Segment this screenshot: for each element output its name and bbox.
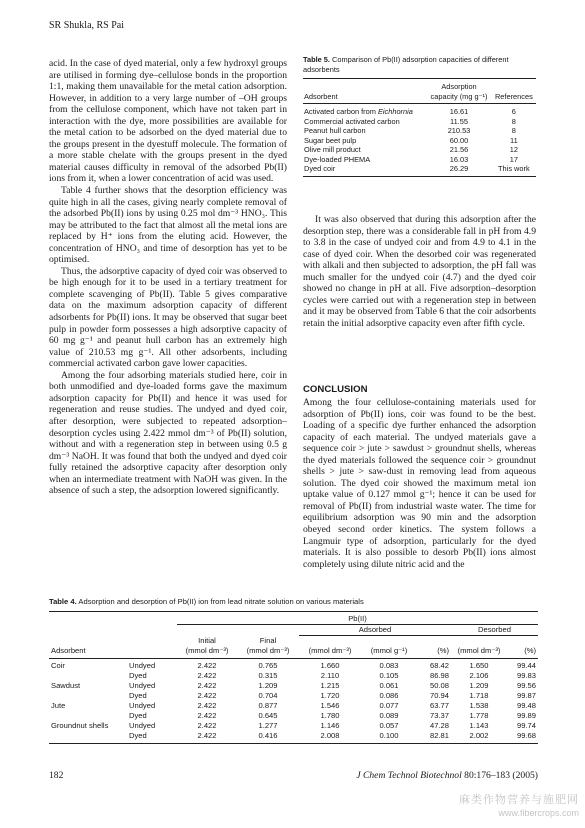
table-4-header-ads-pct: (%) — [417, 646, 451, 659]
table-4-cell-adsorbent: Groundnut shells — [51, 720, 109, 730]
table-4-cell-initial: 2.422 — [197, 720, 217, 730]
table-5-cell-adsorbent: Activated carbon from Eichhornia — [304, 107, 413, 116]
table-5-cell-reference: 11 — [510, 135, 518, 145]
table-4-cell-ads-mmol: 2.008 — [299, 731, 361, 744]
table-4-cell-des-mmol: 1.650 — [469, 660, 489, 670]
table-4-cell-ads-mmol: 1.215 — [320, 680, 340, 690]
table-4-header-adsorbent: Adsorbent — [49, 646, 127, 659]
table-row — [49, 691, 538, 701]
table-5-cell-reference: 8 — [511, 126, 516, 135]
table-4-cell-ads-pct: 68.42 — [429, 660, 449, 670]
table-row — [49, 721, 538, 731]
paragraph: Table 4 further shows that the desorption efficiency was quite high in all the cases, giving nearly complete removal of the adsorbed Pb(II) ions by using 0.25 mol dm⁻³ HNO₃. This may be attributed to the fact that almost all the metal ions are replaced by H⁺ ions from the eluting acid. However, the concentration of HNO₃ and time of desorption has yet to be optimised. — [49, 185, 287, 266]
watermark-url: www.fibercrops.com — [498, 808, 579, 818]
table-4-group-header: Pb(II) — [177, 612, 538, 625]
table-4-cell-des-mmol: 1.143 — [469, 720, 489, 730]
table-5-header-capacity-line2: capacity (mg g⁻¹) — [430, 91, 488, 101]
table-4-cell-ads-mmol: 1.780 — [320, 710, 340, 720]
table-4-cell-des-pct: 99.48 — [516, 700, 536, 710]
table-4-cell-adsorbent: Sawdust — [51, 680, 81, 690]
paragraph: Among the four cellulose-containing materials used for adsorption of Pb(II) ions, coir was found to be the best. Loading of a specific dye further enhanced the adsorption capacity of each material. The undyed materials gave a sequence coir > jute > sawdust > groundnut shells, whereas the dyed materials followed the sequence coir > groundnut shells > jute > saw-dust in removing lead from aqueous solution. The dyed coir showed the maximum metal ion uptake value of 0.127 mmol g⁻¹; hence it can be used for removal of Pb(II) from industrial waste water. The time for equilibrium adsorption was 90 min and the adsorption obeyed second order kinetics. The system follows a Langmuir type of adsorption, particularly for the dyed materials. It is also possible to desorb Pb(II) ions almost completely using dilute nitric acid and the — [303, 397, 536, 570]
table-4-cell-ads-g: 0.057 — [379, 720, 399, 730]
table-4-cell-state: Dyed — [127, 731, 177, 744]
table-4-cell-state: Dyed — [129, 670, 147, 680]
table-4-cell-des-mmol: 1.538 — [469, 700, 489, 710]
table-4-cell-des-mmol: 1.209 — [469, 680, 489, 690]
table-5-header-capacity — [426, 79, 491, 104]
table-5-cell-reference: 8 — [511, 116, 516, 126]
left-text-column — [49, 58, 287, 497]
paragraph: Among the four adsorbing materials studied here, coir in both unmodified and dye-loaded forms gave the maximum adsorption capacity for Pb(II) and hence it was used for regeneration and reuse studies. The undyed and dyed coir, after desorption, were subjected to repeated adsorption–desorption cycles using 2.422 mmol dm⁻³ of Pb(II) solution, without and with a regeneration step in between using 0.5 g dm⁻³ NaOH. It was found that both the undyed and dyed coir fully retained the adsorptive capacity after desorption only when an intermediate treatment with NaOH was given. In the absence of such a step, the adsorption lowered significantly. — [49, 369, 287, 497]
table-4-cell-state: Undyed — [129, 680, 156, 690]
journal-citation — [340, 770, 538, 781]
table-4-cell-ads-pct: 50.08 — [429, 680, 449, 690]
table-row — [49, 681, 538, 691]
table-row — [303, 136, 536, 146]
table-5-cell-capacity: 60.00 — [449, 135, 469, 145]
table-row — [303, 164, 536, 176]
table-4-cell-des-mmol: 1.718 — [469, 690, 489, 700]
table-4-cell-initial: 2.422 — [177, 731, 237, 744]
table-4-cell-des-mmol: 1.778 — [469, 710, 489, 720]
table-5-cell-adsorbent: Commercial activated carbon — [304, 116, 400, 126]
table-4-cell-ads-g: 0.083 — [379, 660, 399, 670]
table-4-cell-state: Undyed — [129, 700, 156, 710]
table-row — [303, 155, 536, 165]
table-4-cell-des-pct: 99.74 — [516, 720, 536, 730]
journal-name: J Chem Technol Biotechnol — [356, 770, 462, 781]
table-4-cell-ads-mmol: 1.546 — [320, 700, 340, 710]
table-5-caption — [303, 55, 536, 74]
table-row — [49, 671, 538, 681]
table-5-cell-adsorbent: Dye-loaded PHEMA — [304, 154, 371, 164]
paragraph: It was also observed that during this adsorption after the desorption step, there was a considerable fall in pH from 4.9 to 3.8 in the case of undyed coir and from 4.9 to 4.1 in the case of dyed coir. When the desorbed coir was regenerated with alkali and then subjected to adsorption, the pH fall was much smaller for the undyed coir (4.7) and the dyed coir showed no change in pH at all. Five adsorption–desorption cycles were carried out with a regeneration step in between and it may be observed from Table 6 that the coir adsorbents retain the initial adsorptive capacity even after fifth cycle. — [303, 214, 536, 329]
table-4-cell-final: 1.209 — [258, 680, 278, 690]
paragraph: Thus, the adsorptive capacity of dyed coir was observed to be high enough for it to be used in a tertiary treatment for complete scavenging of Pb(II). Table 5 gives comparative data on the maximum adsorption capacity of different adsorbents for Pb(II) ions. It may be observed that sugar beet pulp in powder form possesses a high adsorptive capacity of 60 mg g⁻¹ and peanut hull carbon has an extremely high value of 210.53 mg g⁻¹. All other adsorbents, including commercial activated carbon gave lower capacities. — [49, 265, 287, 370]
table-4-cell-initial: 2.422 — [197, 660, 217, 670]
watermark — [459, 794, 579, 820]
table-4-label: Table 4. — [49, 597, 77, 606]
table-row — [303, 126, 536, 136]
table-4-header-des-pct: (%) — [507, 646, 538, 659]
table-4-cell-final: 0.765 — [258, 660, 278, 670]
table-5-caption-text: Comparison of Pb(II) adsorption capacities of different adsorbents — [303, 55, 509, 74]
table-4-cell-des-pct: 99.44 — [516, 660, 536, 670]
watermark-title: 麻类作物营养与施肥网 — [459, 794, 579, 806]
table-5-cell-adsorbent: Sugar beet pulp — [304, 135, 357, 145]
table-4-cell-adsorbent — [49, 691, 127, 701]
table-5-cell-reference: This work — [492, 164, 536, 176]
table-5-cell-adsorbent: Dyed coir — [303, 164, 426, 176]
table-5-cell-capacity: 26.29 — [426, 164, 491, 176]
table-4-header-final-unit: (mmol dm⁻³) — [237, 646, 299, 659]
table-4-cell-des-pct: 99.87 — [516, 690, 536, 700]
running-header-authors: SR Shukla, RS Pai — [49, 20, 125, 31]
table-4-cell-final: 0.877 — [258, 700, 278, 710]
table-4-header-initial: Initial — [198, 635, 216, 645]
table-4-cell-final: 0.704 — [258, 690, 278, 700]
table-4-cell-state: Undyed — [129, 720, 156, 730]
table-4-header-ads-g: (mmol g⁻¹) — [361, 646, 417, 659]
table-5-header-capacity-line1: Adsorption — [441, 82, 477, 91]
table-row — [303, 145, 536, 155]
table-4-adsorbed-header: Adsorbed — [299, 625, 451, 636]
table-4-cell-ads-pct: 82.81 — [417, 731, 451, 744]
table-5-grid — [303, 78, 536, 177]
table-5-cell-capacity: 16.03 — [449, 154, 469, 164]
table-4-cell-des-pct: 99.89 — [516, 710, 536, 720]
table-4-cell-ads-pct: 47.28 — [429, 720, 449, 730]
table-4-cell-adsorbent — [49, 671, 127, 681]
table-4-grid — [49, 611, 538, 744]
table-4-cell-adsorbent: Coir — [51, 660, 65, 670]
table-4-cell-ads-mmol: 1.720 — [320, 690, 340, 700]
table-4-header-initial-unit: (mmol dm⁻³) — [177, 646, 237, 659]
table-4 — [49, 597, 538, 744]
journal-volume: 80:176–183 (2005) — [464, 770, 538, 781]
table-5-cell-capacity: 11.55 — [450, 116, 468, 126]
table-4-header-des-mmol: (mmol dm⁻³) — [451, 646, 507, 659]
table-row — [49, 658, 538, 671]
table-4-cell-adsorbent: Jute — [51, 700, 66, 710]
table-4-cell-initial: 2.422 — [197, 700, 217, 710]
table-5-cell-adsorbent: Peanut hull carbon — [304, 126, 366, 135]
table-5-label: Table 5. — [303, 55, 330, 64]
paragraph: acid. In the case of dyed material, only a few hydroxyl groups are utilised in forming dye–cellulose bonds in the proportion 1:1, making them unavailable for the metal cation adsorption. However, in addition to a very large number of –OH groups from the cellulose component, which have not taken part in interaction with the dye, more possibilities are available for the metal cation to be adsorbed on the dyed material due to the groups present in the dyestuff molecule. The formation of a more stable chelate with the groups present in the dyed material causes difficulty in removal of the adsorbed Pb(II) ions from it, when a lower concentration of acid was used. — [49, 58, 287, 185]
table-5-cell-reference: 17 — [509, 154, 518, 164]
table-row — [49, 731, 538, 744]
table-4-caption — [49, 597, 538, 607]
table-4-header-ads-mmol: (mmol dm⁻³) — [299, 646, 361, 659]
table-4-cell-ads-g: 0.086 — [379, 690, 399, 700]
table-4-cell-initial: 2.422 — [197, 680, 217, 690]
table-5-cell-reference: 6 — [511, 107, 516, 116]
table-row — [49, 711, 538, 721]
table-4-cell-ads-pct: 73.37 — [429, 710, 449, 720]
table-4-cell-des-mmol: 2.106 — [469, 670, 489, 680]
table-row — [303, 104, 536, 117]
table-5-cell-capacity: 16.61 — [449, 107, 469, 116]
table-4-cell-final: 0.416 — [237, 731, 299, 744]
page-number: 182 — [49, 770, 64, 781]
table-4-cell-initial: 2.422 — [197, 670, 217, 680]
table-4-cell-final: 0.645 — [258, 710, 278, 720]
table-4-cell-ads-g: 0.061 — [379, 680, 399, 690]
table-5-header-references: References — [492, 79, 536, 104]
table-4-cell-ads-mmol: 1.146 — [320, 720, 340, 730]
table-5-cell-capacity: 210.53 — [447, 126, 471, 135]
table-4-cell-ads-mmol: 2.110 — [320, 670, 340, 680]
table-4-cell-ads-g: 0.105 — [379, 670, 399, 680]
table-4-cell-ads-mmol: 1.660 — [320, 660, 340, 670]
conclusion-heading: CONCLUSION — [303, 384, 368, 395]
table-4-caption-text: Adsorption and desorption of Pb(II) ion from lead nitrate solution on various materials — [78, 597, 364, 606]
table-row — [49, 701, 538, 711]
conclusion-text — [303, 397, 536, 570]
table-4-cell-final: 0.315 — [258, 670, 278, 680]
table-5-cell-reference: 12 — [509, 145, 518, 154]
table-4-cell-state: Undyed — [129, 660, 156, 670]
table-5-header-adsorbent: Adsorbent — [303, 79, 426, 104]
table-4-cell-des-pct: 99.56 — [516, 680, 536, 690]
table-4-header-final: Final — [259, 635, 277, 645]
right-text-column — [303, 214, 536, 329]
table-4-cell-des-mmol: 2.002 — [451, 731, 507, 744]
table-4-cell-des-pct: 99.68 — [507, 731, 538, 744]
table-row — [303, 117, 536, 127]
table-4-cell-adsorbent — [49, 731, 127, 744]
table-4-cell-state: Dyed — [129, 690, 147, 700]
table-4-desorbed-header: Desorbed — [451, 625, 538, 636]
table-5-cell-adsorbent: Olive mill product — [304, 145, 361, 154]
table-4-cell-adsorbent — [49, 711, 127, 721]
table-4-cell-ads-pct: 70.94 — [429, 690, 449, 700]
table-5 — [303, 55, 536, 177]
table-5-cell-capacity: 21.56 — [449, 145, 469, 154]
table-4-cell-state: Dyed — [129, 710, 147, 720]
table-4-cell-ads-pct: 63.77 — [429, 700, 449, 710]
table-4-cell-initial: 2.422 — [197, 710, 217, 720]
table-4-cell-des-pct: 99.83 — [516, 670, 536, 680]
table-4-cell-ads-g: 0.100 — [361, 731, 417, 744]
table-4-cell-final: 1.277 — [258, 720, 278, 730]
table-4-cell-ads-pct: 86.98 — [429, 670, 449, 680]
table-4-cell-ads-g: 0.077 — [379, 700, 399, 710]
table-4-cell-ads-g: 0.089 — [379, 710, 399, 720]
table-4-cell-initial: 2.422 — [197, 690, 217, 700]
